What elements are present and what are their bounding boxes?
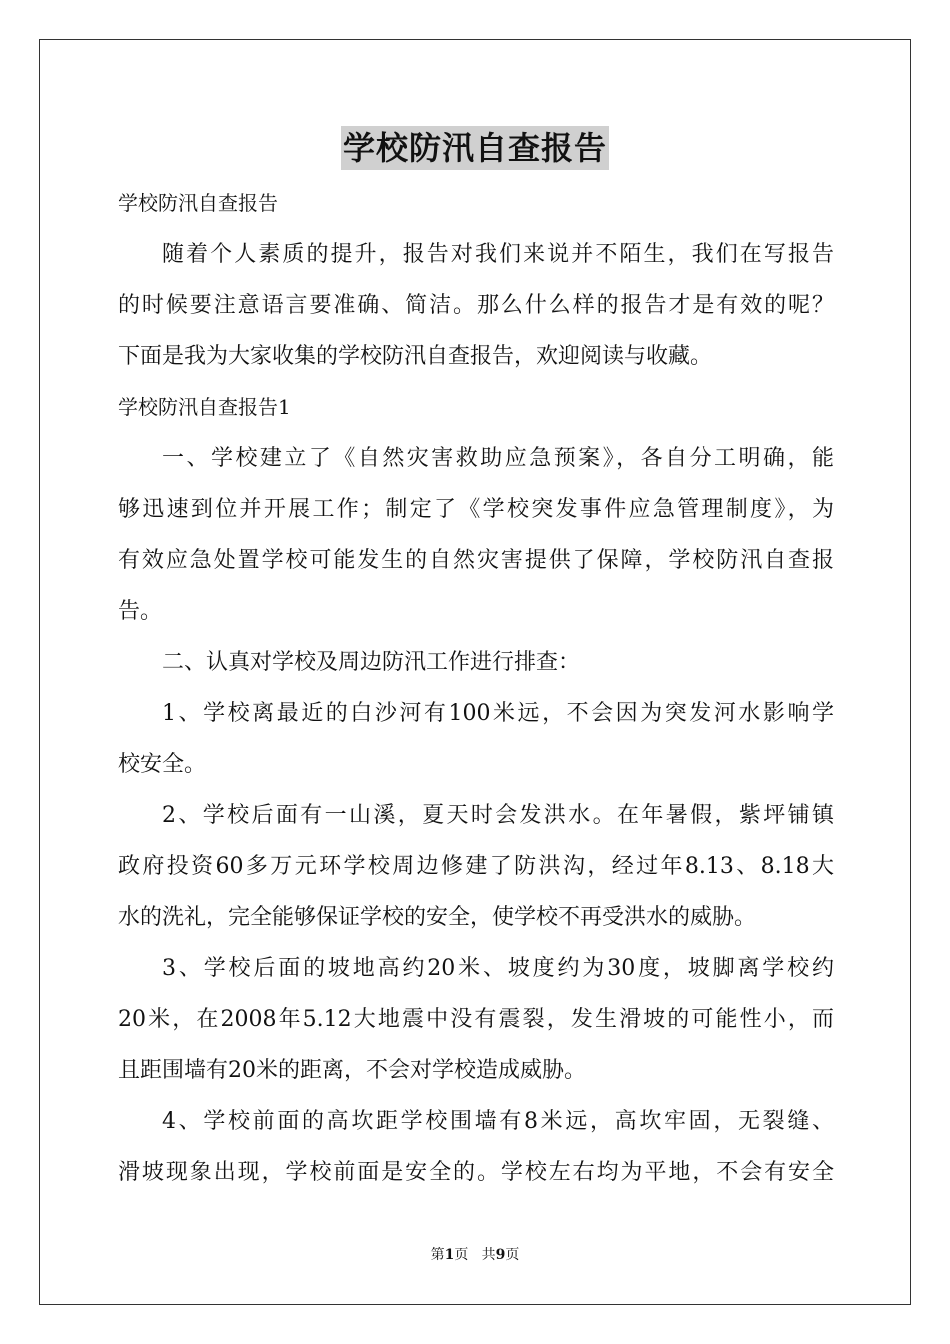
body-text-line: 滑坡现象出现，学校前面是安全的。学校左右均为平地，不会有安全: [118, 1160, 834, 1185]
body-text-line: 有效应急处置学校可能发生的自然灾害提供了保障，学校防汛自查报: [118, 548, 834, 573]
body-text-line: 且距围墙有20米的距离，不会对学校造成威胁。: [118, 1058, 586, 1083]
body-text-line: 够迅速到位并开展工作；制定了《学校突发事件应急管理制度》，为: [118, 497, 834, 522]
page-current: 1: [444, 1247, 455, 1263]
document-title: 学校防汛自查报告: [341, 126, 609, 170]
body-text-line: 3、学校后面的坡地高约20米、坡度约为30度，坡脚离学校约: [162, 956, 834, 981]
page-prefix: 第: [430, 1247, 445, 1263]
body-text-line: 2、学校后面有一山溪，夏天时会发洪水。在年暑假，紫坪铺镇: [162, 803, 834, 828]
section-heading: 学校防汛自查报告: [118, 191, 278, 215]
page-suffix: 页: [454, 1247, 469, 1263]
body-text-line: 随着个人素质的提升，报告对我们来说并不陌生，我们在写报告: [162, 242, 834, 267]
body-text-line: 的时候要注意语言要准确、简洁。那么什么样的报告才是有效的呢？: [118, 293, 834, 318]
body-text-line: 政府投资60多万元环学校周边修建了防洪沟，经过年8.13、8.18大: [118, 854, 834, 879]
body-text-line: 4、学校前面的高坎距学校围墙有8米远，高坎牢固，无裂缝、: [162, 1109, 834, 1134]
section-heading: 学校防汛自查报告1: [118, 395, 291, 419]
body-text-line: 下面是我为大家收集的学校防汛自查报告，欢迎阅读与收藏。: [118, 344, 713, 369]
body-text-line: 水的洗礼，完全能够保证学校的安全，使学校不再受洪水的威胁。: [118, 905, 757, 930]
page-total: 9: [495, 1247, 506, 1263]
body-text-line: 校安全。: [118, 752, 207, 777]
document-body: [118, 178, 834, 1198]
body-text-line: 1、学校离最近的白沙河有100米远，不会因为突发河水影响学: [162, 701, 834, 726]
body-text-line: 告。: [118, 599, 163, 624]
title-container: [0, 126, 950, 170]
total-prefix: 共: [481, 1247, 496, 1263]
body-text-line: 一、学校建立了《自然灾害救助应急预案》，各自分工明确，能: [162, 446, 834, 471]
page-footer: [0, 1244, 950, 1264]
body-text-line: 二、认真对学校及周边防汛工作进行排查：: [162, 650, 581, 675]
total-suffix: 页: [505, 1247, 520, 1263]
body-text-line: 20米，在2008年5.12大地震中没有震裂，发生滑坡的可能性小，而: [118, 1007, 834, 1032]
